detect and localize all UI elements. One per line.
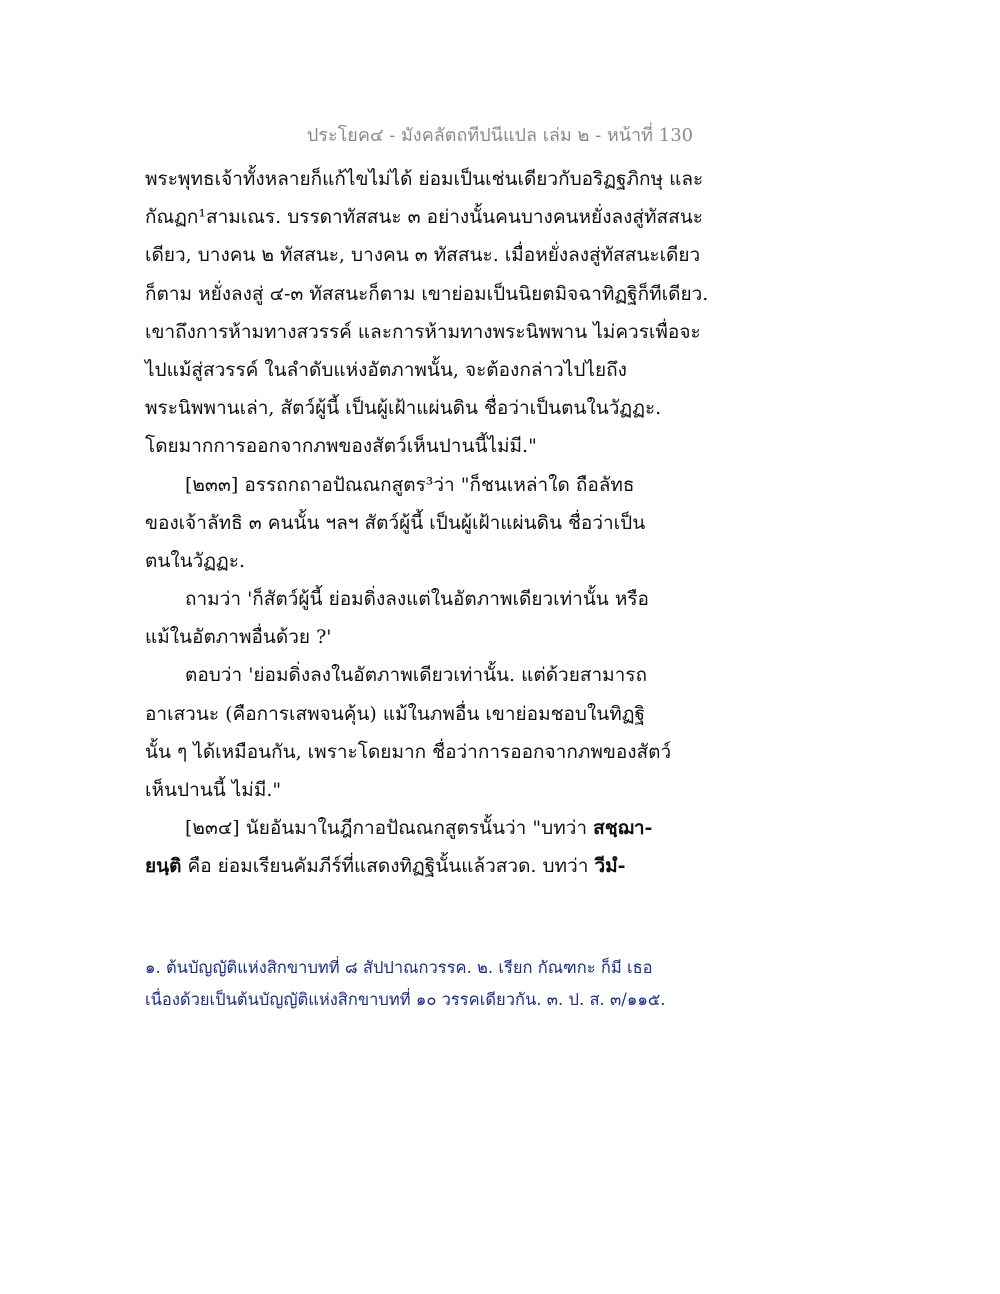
body-line: [145, 847, 865, 885]
bold-term: สชฺฌา-: [593, 817, 653, 840]
body-line: โดยมากการออกจากภพของสัตว์เห็นปานนี้ไม่มี.": [145, 435, 537, 458]
body-line: ของเจ้าลัทธิ ๓ คนนั้น ฯลฯ สัตว์ผู้นี้ เป็นผู้เฝ้าแผ่นดิน ชื่อว่าเป็น: [145, 511, 646, 534]
body-line: ตนในวัฏฏะ.: [145, 549, 246, 572]
body-line: กัณฏก¹สามเณร. บรรดาทัสสนะ ๓ อย่างนั้นคนบางคนหยั่งลงสู่ทัสสนะ: [145, 206, 703, 229]
footnotes: [145, 952, 865, 1016]
paragraph-234-text: [๒๓๔] นัยอันมาในฎีกาอปัณณกสูตรนั้นว่า "บทว่า: [185, 817, 594, 840]
body-line: พระนิพพานเล่า, สัตว์ผู้นี้ เป็นผู้เฝ้าแผ่นดิน ชื่อว่าเป็นตนในวัฏฏะ.: [145, 397, 662, 420]
footnote-line-2: เนื่องด้วยเป็นต้นบัญญัติแห่งสิกขาบทที่ ๑๐ วรรคเดียวกัน. ๓. ป. ส. ๓/๑๑๕.: [145, 990, 666, 1009]
body-line: เขาถึงการห้ามทางสวรรค์ และการห้ามทางพระนิพพาน ไม่ควรเพื่อจะ: [145, 320, 701, 343]
question-paragraph-start: ถามว่า 'ก็สัตว์ผู้นี้ ย่อมดิ่งลงแต่ในอัตภาพเดียวเท่านั้น หรือ: [185, 588, 649, 611]
bold-term: วีมํ-: [594, 855, 626, 878]
footnote-line-1: ๑. ต้นบัญญัติแห่งสิกขาบทที่ ๘ สัปปาณกวรรค. ๒. เรียก กัณฑกะ ก็มี เธอ: [145, 958, 653, 977]
body-line: อาเสวนะ (คือการเสพจนคุ้น) แม้ในภพอื่น เขาย่อมชอบในทิฏฐิ: [145, 702, 646, 725]
body-line-text: คือ ย่อมเรียนคัมภีร์ที่แสดงทิฏฐินั้นแล้วสวด. บทว่า: [181, 855, 595, 878]
body-line: นั้น ๆ ได้เหมือนกัน, เพราะโดยมาก ชื่อว่าการออกจากภพของสัตว์: [145, 740, 672, 763]
body-line: พระพุทธเจ้าทั้งหลายก็แก้ไขไม่ได้ ย่อมเป็นเช่นเดียวกับอริฏฐภิกษุ และ: [145, 168, 704, 190]
bold-term: ยนฺติ: [145, 855, 182, 878]
answer-paragraph-start: ตอบว่า 'ย่อมดิ่งลงในอัตภาพเดียวเท่านั้น. แต่ด้วยสามารถ: [185, 664, 648, 687]
paragraph-234-start: [145, 809, 865, 847]
body-text: [145, 160, 865, 886]
body-line: ไปแม้สู่สวรรค์ ในลำดับแห่งอัตภาพนั้น, จะต้องกล่าวไปไยถึง: [145, 358, 627, 381]
page-header: ประโยค๔ - มังคลัตถทีปนีแปล เล่ม ๒ - หน้าที่ 130: [306, 125, 694, 146]
body-line: เห็นปานนี้ ไม่มี.": [145, 779, 282, 801]
body-line: เดียว, บางคน ๒ ทัสสนะ, บางคน ๓ ทัสสนะ. เมื่อหยั่งลงสู่ทัสสนะเดียว: [145, 244, 701, 267]
body-line: แม้ในอัตภาพอื่นด้วย ?': [145, 626, 332, 649]
paragraph-233-start: [๒๓๓] อรรถกถาอปัณณกสูตร³ว่า "ก็ชนเหล่าใด ถือลัทธ: [185, 473, 635, 496]
body-line: ก็ตาม หยั่งลงสู่ ๔-๓ ทัสสนะก็ตาม เขาย่อมเป็นนิยตมิจฉาทิฏฐิก็ทีเดียว.: [145, 282, 709, 305]
